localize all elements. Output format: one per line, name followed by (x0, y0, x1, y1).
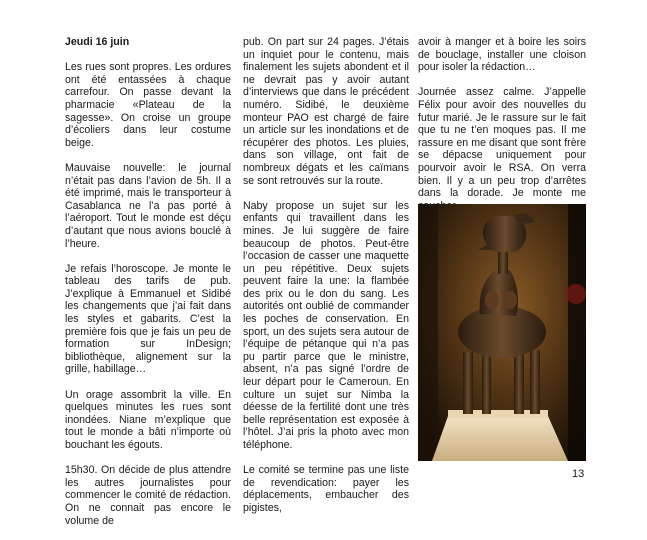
paragraph: Journée assez calme. J’appelle Félix pour avoir des nouvelles du futur marié. Je le rassure sur le fait que tu ne t’en moques pas. Il me rassure en me disant que sont frère se dépacse uniquement pour pourvoir avoir le RSA. On verra bien. Il y a un peu trop d’arrêtes dans la dorade. Je monte me (418, 86, 586, 200)
paragraph: Le comité se termine pas une liste de revendication: payer les déplacements, embaucher des pigistes, (243, 464, 409, 514)
paragraph: avoir à manger et à boire les soirs de bouclage, installer une cloison pour isoler la rédaction… (418, 36, 586, 74)
entry-date: Jeudi 16 juin (65, 36, 130, 48)
paragraph: Mauvaise nouvelle: le journal n’était pas dans l’avion de 5h. Il a été imprimé, mais le transporteur à Casablanca ne l’a pas porté à l’aéroport. Tout le monde est déçu d’autant que nous avions bouclé à l’heure. (65, 161, 231, 250)
text-column-1 (65, 36, 231, 540)
paragraph: Un orage assombrit la ville. En quelques minutes les rues sont inondées. Niane m’explique que tout le monde a bâti n’importe où bouchant les égouts. (65, 388, 231, 451)
paragraph: Les rues sont propres. Les ordures ont été entassées à chaque carrefour. On passe devant la pharmacie «Plateau de la sagesse». On croise un groupe d’écoliers dans leur costume beige. (65, 61, 231, 149)
paragraph: pub. On part sur 24 pages. J’étais un inquiet pour le contenu, mais finalement les sujets abondent et il ne devrait pas y avoir autant d’interviews que dans le précédent numéro. Sidibé, le deuxième monteur PAO est chargé de faire un article sur les inondations et de récupérer des photos. Les pluies, dans son village, ont fait de nombreux dégats et les caïmans se sont retrouvés sur la route. (243, 36, 409, 187)
text-column-2 (243, 36, 409, 527)
text-column-3 (418, 36, 586, 225)
page-number: 13 (572, 468, 585, 480)
nimba-statue-photo (418, 204, 586, 461)
paragraph: 15h30. On décide de plus attendre les autres journalistes pour commencer le comité de rédaction. On ne connait pas encore le volume de (65, 464, 231, 527)
paragraph: Naby propose un sujet sur les enfants qui travaillent dans les mines. Je lui suggère de faire beaucoup de photos. Peut-être l’occasion de casser une maquette un peu répétitive. Deux sujets peuvent faire la une: la flambée des prix ou le don du sang. Les autorités ont oublié de commander les poches de conservation. En sport, un des sujets sera autour de l’équipe de pétanque qui n’a pas pu partir parce que le ministre, absent, n’a pas signé l’ordre de leur départ pour le Cameroun. En culture un sujet sur Nimba la déesse de la fertilité dont une très belle représentation est exposée à l’hôtel. J’ai pris la photo avec mon téléphone. (243, 199, 409, 451)
statue-illustration (418, 204, 586, 461)
paragraph: Je refais l’horoscope. Je monte le tableau des tarifs de pub. J’explique à Emmanuel et Sidibé les changements que j’ai fait dans les styles et gabarits. C’est la première fois que je fais un peu de formation sur InDesign; bibliothèque, alignement sur la grille, habillage… (65, 262, 231, 376)
